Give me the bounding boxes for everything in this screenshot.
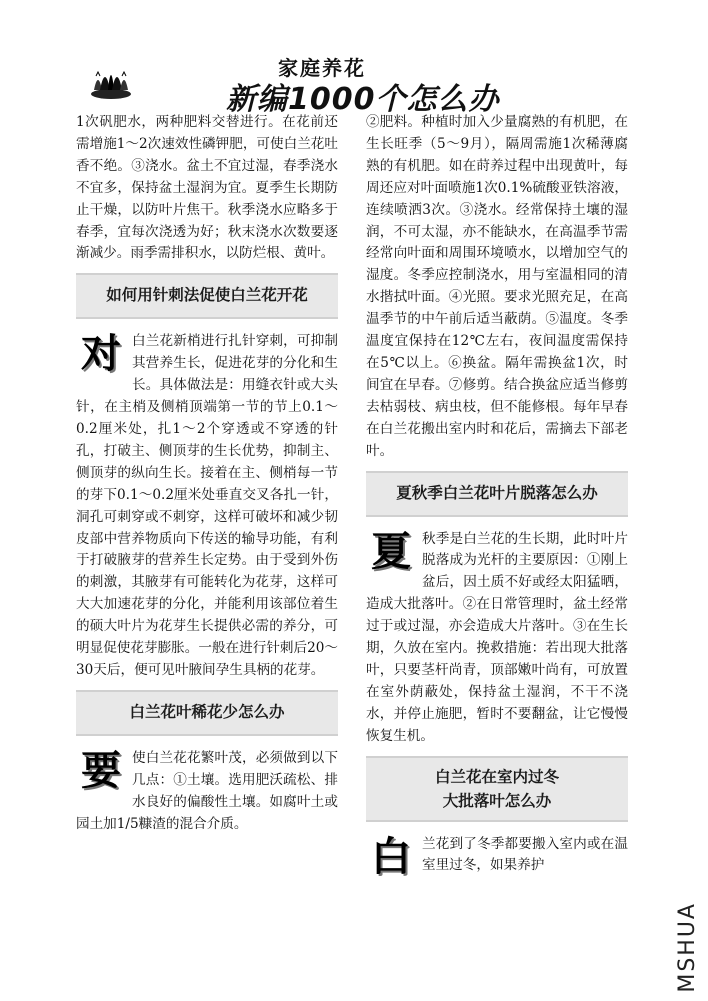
heading-line: 大批落叶怎么办 (442, 791, 552, 810)
right-intro-paragraph: ②肥料。种植时加入少量腐熟的有机肥，在生长旺季（5～9月），隔周需施1次稀薄腐熟的有机肥。如在莳养过程中出现黄叶，每周还应对叶面喷施1次0.1%硫酸亚铁溶液，连续喷洒3次。③浇水。经常保持土壤的湿润，不可太湿，亦不能缺水，在高温季节需经常向叶面和周围环境喷水，以增加空气的湿度。冬季应控制浇水，用与室温相同的清水揩拭叶面。④光照。要求光照充足，在高温季节的中午前后适当蔽荫。⑤温度。冬季温度宜保持在12℃左右，夜间温度需保持在5℃以上。⑥换盆。隔年需换盆1次，时间宜在早春。⑦修剪。结合换盆应适当修剪去枯弱枝、病虫枝，但不能修根。每年早春在白兰花搬出室内时和花后，需摘去下部老叶。 (366, 114, 628, 459)
section-body: 使白兰花花繁叶茂，必须做到以下几点：①土壤。选用肥沃疏松、排水良好的偏酸性土壤。如腐叶土或园土加1/5糠渣的混合介质。 (76, 749, 338, 832)
left-intro-paragraph: 1次矾肥水，两种肥料交替进行。在花前还需增施1～2次速效性磷钾肥，可使白兰花吐香不绝。③浇水。盆土不宜过湿，春季浇水不宜多，保持盆土湿润为宜。夏季生长期防止干燥，以防叶片焦干。秋季浇水应略多于春季，宜每次浇透为好；秋末浇水次数要逐渐减少。雨季需排积水，以防烂根、黄叶。 (76, 114, 338, 262)
section-body: 兰花到了冬季都要搬入室内或在温室里过冬，如果养护 (422, 835, 628, 874)
section-leaf-drop-summer (366, 529, 628, 748)
masthead-title: 新编1000个怎么办 (226, 82, 500, 117)
section-heading-winter-indoor (366, 756, 628, 822)
section-needle (76, 331, 338, 682)
left-column (76, 112, 338, 835)
watermark: MSHUA (675, 902, 700, 993)
section-heading-needle: 如何用针刺法促使白兰花开花 (76, 273, 338, 319)
dropcap: 白 (366, 836, 416, 878)
section-heading-sparse-leaves: 白兰花叶稀花少怎么办 (76, 690, 338, 736)
section-sparse-leaves (76, 748, 338, 836)
section-winter-indoor (366, 834, 628, 878)
section-body: 秋季是白兰花的生长期，此时叶片脱落成为光杆的主要原因：①刚上盆后，因土质不好或经太阳猛晒，造成大批落叶。②在日常管理时，盆土经常过于或过湿，亦会造成大片落叶。③在生长期，久放在室内。挽救措施：若出现大批落叶，只要茎杆尚青，顶部嫩叶尚有，可放置在室外荫蔽处，保持盆土湿润，不干不浇水，并停止施肥，暂时不要翻盆，让它慢慢恢复生机。 (366, 530, 628, 744)
dropcap: 夏 (366, 531, 416, 573)
dropcap: 对 (76, 333, 126, 375)
section-body: 白兰花新梢进行扎针穿刺，可抑制其营养生长，促进花芽的分化和生长。具体做法是：用缝衣针或大头针，在主梢及侧梢顶端第一节的节上0.1～0.2厘米处，扎1～2个穿透或不穿透的针孔，打破主、侧顶芽的生长优势，抑制主、侧顶芽的纵向生长。接着在主、侧梢每一节的芽下0.1～0.2厘米处垂直交叉各扎一针，洞孔可刺穿或不刺穿，这样可破坏和减少韧皮部中营养物质向下传送的输导功能，有利于打破腋芽的营养生长定势。由于受到外伤的刺激，其腋芽有可能转化为花芽，这样可大大加速花芽的分化，并能利用该部位着生的硕大叶片为花芽生长提供必需的养分，可明显促使花芽膨胀。一般在进行针刺后20～30天后，便可见叶腋间孕生具柄的花芽。 (76, 333, 338, 678)
masthead (88, 52, 558, 117)
heading-line: 白兰花在室内过冬 (434, 767, 559, 786)
lotus-logo-icon (88, 56, 134, 100)
dropcap: 要 (76, 750, 126, 792)
section-heading-leaf-drop-summer: 夏秋季白兰花叶片脱落怎么办 (366, 471, 628, 517)
right-column (366, 112, 628, 878)
masthead-subtitle: 家庭养花 (278, 56, 366, 80)
